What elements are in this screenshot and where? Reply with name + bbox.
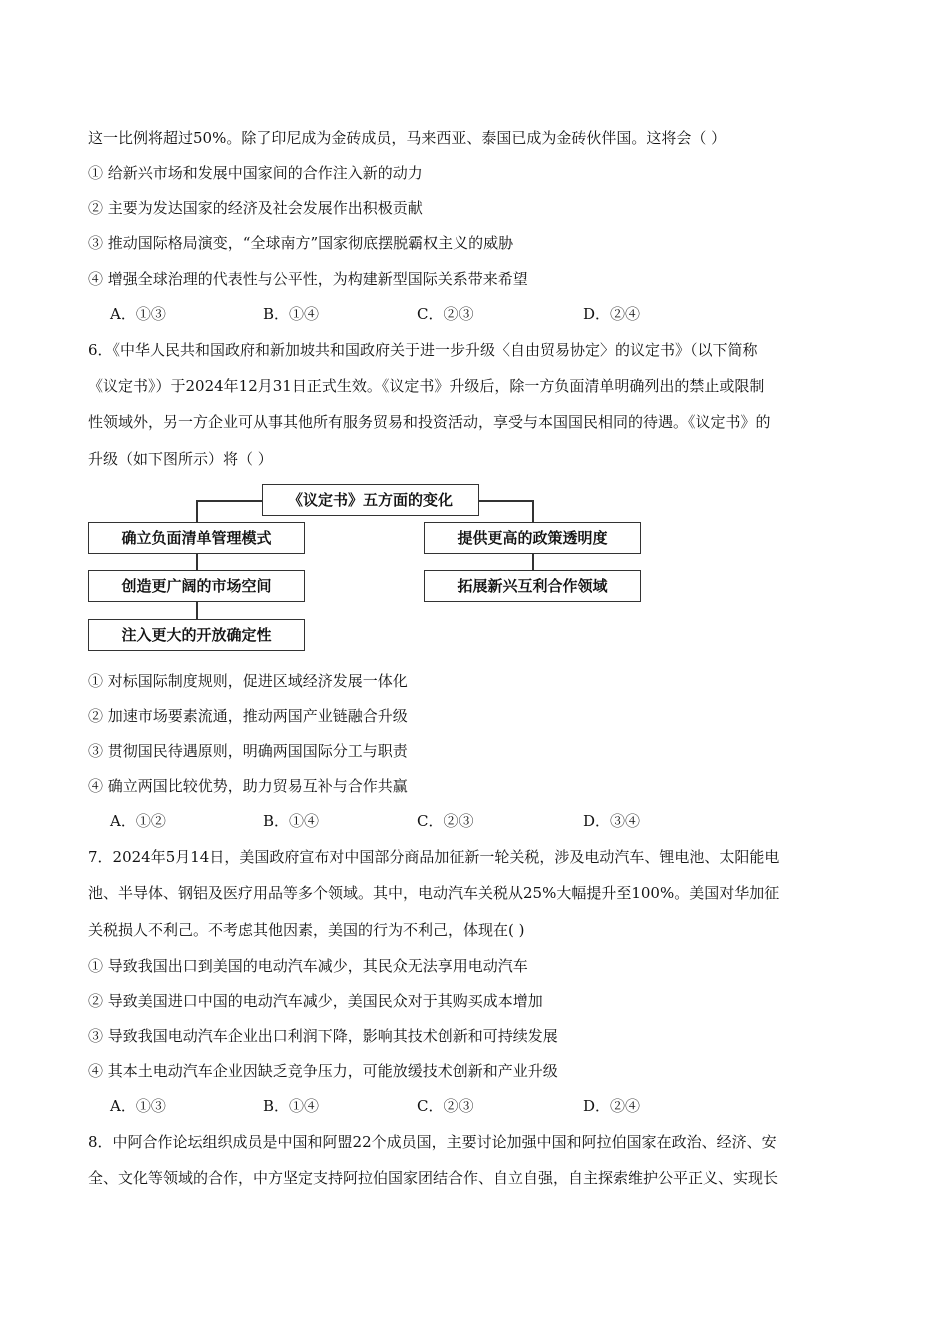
q6-stem-line-4: 升级（如下图所示）将（ ） (88, 450, 273, 468)
q5-option-c[interactable]: C．②③ (417, 305, 474, 323)
connector-right-1-2 (532, 554, 534, 570)
q6-item-1: ① 对标国际制度规则，促进区域经济发展一体化 (88, 672, 408, 690)
q6-option-b[interactable]: B．①④ (263, 812, 320, 830)
q7-item-2: ② 导致美国进口中国的电动汽车减少，美国民众对于其购买成本增加 (88, 992, 543, 1010)
q5-item-2: ② 主要为发达国家的经济及社会发展作出积极贡献 (88, 199, 423, 217)
connector-root-left (196, 500, 264, 502)
q6-stem-line-3: 性领域外，另一方企业可从事其他所有服务贸易和投资活动，享受与本国国民相同的待遇。《议定书》的 (88, 413, 771, 431)
diagram-left-box-1: 确立负面清单管理模式 (88, 522, 305, 554)
q5-item-3: ③ 推动国际格局演变，“全球南方”国家彻底摆脱霸权主义的威胁 (88, 234, 514, 252)
q5-option-d[interactable]: D．②④ (583, 305, 641, 323)
q7-item-1: ① 导致我国出口到美国的电动汽车减少，其民众无法享用电动汽车 (88, 957, 528, 975)
q5-item-4: ④ 增强全球治理的代表性与公平性，为构建新型国际关系带来希望 (88, 270, 528, 288)
protocol-changes-diagram (88, 480, 648, 652)
q6-item-3: ③ 贯彻国民待遇原则，明确两国国际分工与职责 (88, 742, 408, 760)
diagram-right-box-1: 提供更高的政策透明度 (424, 522, 641, 554)
q7-option-d[interactable]: D．②④ (583, 1097, 641, 1115)
q5-option-b[interactable]: B．①④ (263, 305, 320, 323)
q7-options (110, 1096, 670, 1116)
q6-option-a[interactable]: A．①② (110, 812, 166, 830)
q7-stem-line-1: 7．2024年5月14日，美国政府宣布对中国部分商品加征新一轮关税，涉及电动汽车、锂电池、太阳能电 (88, 848, 780, 866)
connector-left-2-3 (196, 602, 198, 619)
q6-item-4: ④ 确立两国比较优势，助力贸易互补与合作共赢 (88, 777, 408, 795)
q7-item-4: ④ 其本土电动汽车企业因缺乏竞争压力，可能放缓技术创新和产业升级 (88, 1062, 558, 1080)
q7-stem-line-2: 池、半导体、钢铝及医疗用品等多个领域。其中，电动汽车关税从25%大幅提升至100%。美国对华加征 (88, 884, 780, 902)
q7-option-b[interactable]: B．①④ (263, 1097, 320, 1115)
q7-option-c[interactable]: C．②③ (417, 1097, 474, 1115)
q8-stem-line-1: 8．中阿合作论坛组织成员是中国和阿盟22个成员国，主要讨论加强中国和阿拉伯国家在政治、经济、安 (88, 1133, 777, 1151)
q7-option-a[interactable]: A．①③ (110, 1097, 166, 1115)
q8-stem-line-2: 全、文化等领域的合作，中方坚定支持阿拉伯国家团结合作、自立自强，自主探索维护公平正义、实现长 (88, 1169, 779, 1187)
diagram-root-box: 《议定书》五方面的变化 (262, 484, 479, 516)
q6-option-d[interactable]: D．③④ (583, 812, 641, 830)
connector-left-1-2 (196, 554, 198, 570)
q5-stem: 这一比例将超过50%。除了印尼成为金砖成员，马来西亚、泰国已成为金砖伙伴国。这将会（ ） (88, 129, 727, 147)
connector-right-drop (532, 500, 534, 522)
q6-item-2: ② 加速市场要素流通，推动两国产业链融合升级 (88, 707, 408, 725)
diagram-left-box-2: 创造更广阔的市场空间 (88, 570, 305, 602)
q6-option-c[interactable]: C．②③ (417, 812, 474, 830)
q5-option-a[interactable]: A．①③ (110, 305, 166, 323)
q6-options (110, 811, 670, 831)
q6-stem-line-1: 6．《中华人民共和国政府和新加坡共和国政府关于进一步升级〈自由贸易协定〉的议定书》（以下简称 (88, 341, 758, 359)
q7-stem-line-3: 关税损人不利己。不考虑其他因素，美国的行为不利己，体现在( ) (88, 921, 525, 939)
q5-options (110, 304, 670, 324)
connector-left-drop (196, 500, 198, 522)
connector-root-right (478, 500, 532, 502)
diagram-left-box-3: 注入更大的开放确定性 (88, 619, 305, 651)
q5-item-1: ① 给新兴市场和发展中国家间的合作注入新的动力 (88, 164, 423, 182)
diagram-right-box-2: 拓展新兴互利合作领域 (424, 570, 641, 602)
q7-item-3: ③ 导致我国电动汽车企业出口利润下降，影响其技术创新和可持续发展 (88, 1027, 558, 1045)
q6-stem-line-2: 《议定书》）于2024年12月31日正式生效。《议定书》升级后，除一方负面清单明确列出的禁止或限制 (88, 377, 765, 395)
